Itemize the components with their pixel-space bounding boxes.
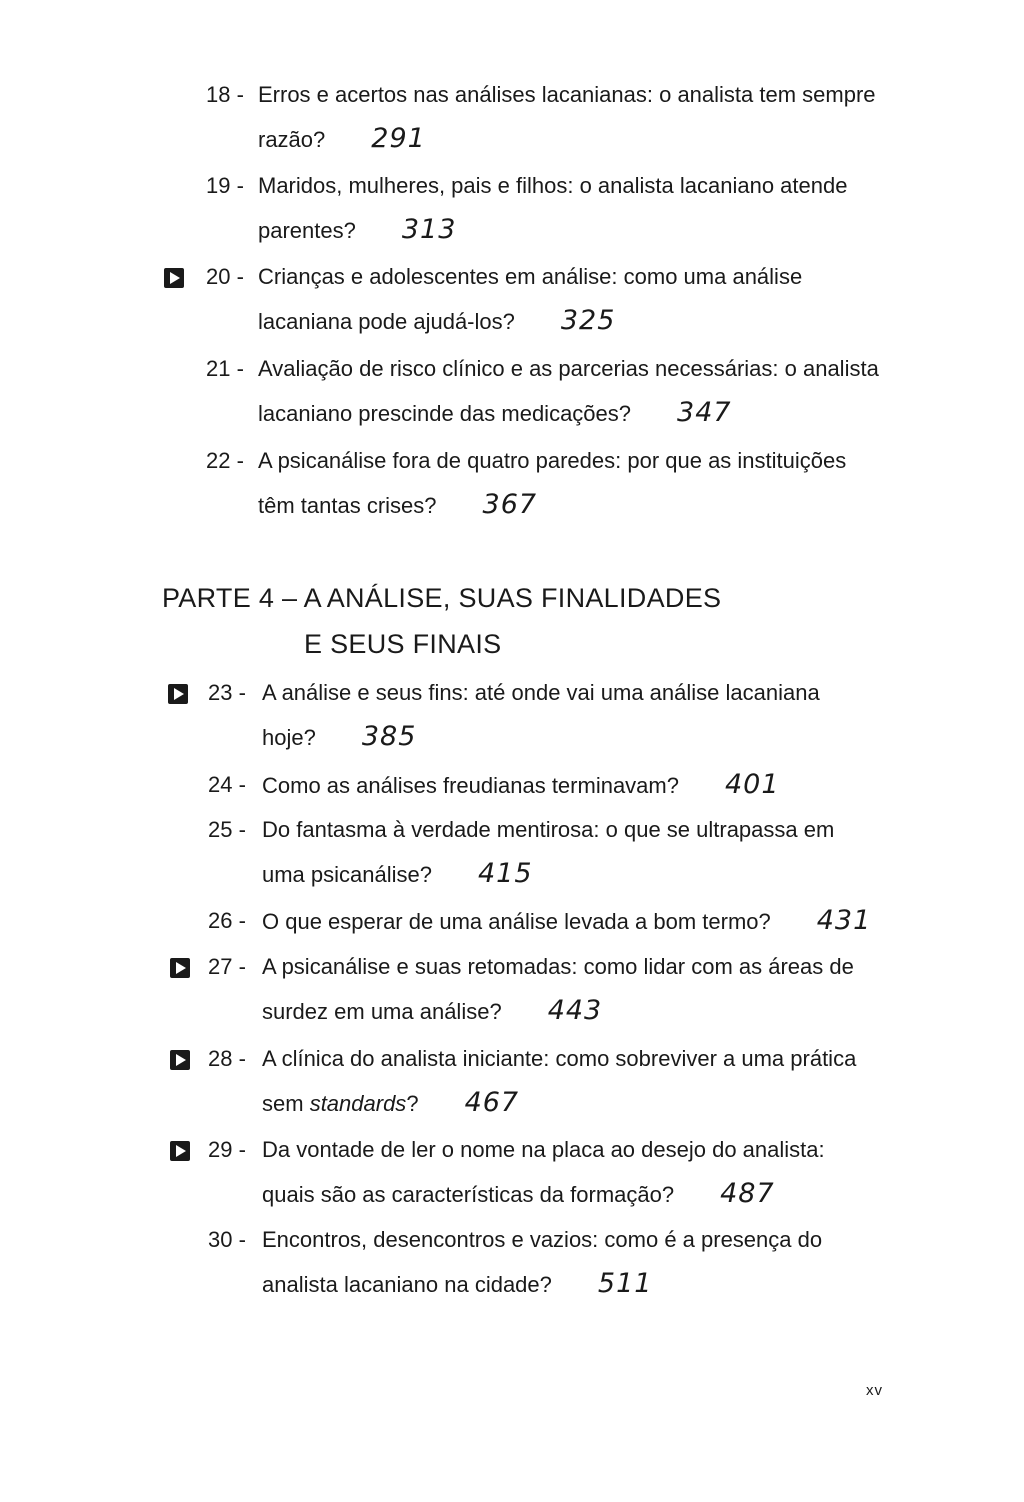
entry-title: Maridos, mulheres, pais e filhos: o analista lacaniano atende: [258, 173, 848, 198]
entry-page-number: 415: [477, 858, 533, 889]
entry-title: Do fantasma à verdade mentirosa: o que se ultrapassa em: [262, 817, 835, 842]
entry-title-continued: [258, 397, 732, 428]
entry-title-end: analista lacaniano na cidade?: [262, 1272, 552, 1297]
entry-title: Da vontade de ler o nome na placa ao desejo do analista:: [262, 1137, 825, 1162]
entry-number: 24 -: [208, 772, 246, 797]
entry-number: 26 -: [208, 908, 246, 933]
entry-page-number: 313: [401, 214, 457, 245]
entry-title: A psicanálise e suas retomadas: como lidar com as áreas de: [262, 954, 854, 979]
entry-title: Crianças e adolescentes em análise: como uma análise: [258, 264, 803, 289]
entry-title-end: quais são as características da formação?: [262, 1182, 675, 1207]
entry-title-end-italic: standards: [309, 1091, 407, 1116]
entry-number: 19 -: [206, 173, 244, 198]
entry-page-number: 291: [371, 123, 426, 154]
page-number-roman: xv: [866, 1382, 883, 1399]
entry-title-end: hoje?: [262, 725, 316, 750]
entry-title: [262, 769, 780, 800]
entry-number: 23 -: [208, 680, 246, 705]
entry-page-number: 325: [560, 305, 616, 336]
entry-title-end-post: ?: [406, 1091, 419, 1116]
entry-number: 25 -: [208, 817, 246, 842]
entry-title-text: O que esperar de uma análise levada a bom termo?: [262, 909, 771, 934]
entry-title-continued: [262, 721, 417, 752]
entry-number: 21 -: [206, 356, 244, 381]
entry-title-continued: [262, 995, 603, 1026]
entry-title-end-pre: sem: [262, 1091, 310, 1116]
entry-page-number: 511: [597, 1268, 653, 1299]
entry-title: Erros e acertos nas análises lacanianas: o analista tem sempre: [258, 82, 876, 107]
entry-title: A clínica do analista iniciante: como sobreviver a uma prática: [262, 1046, 857, 1071]
video-play-icon[interactable]: [164, 268, 184, 288]
entry-title-end: têm tantas crises?: [258, 493, 437, 518]
entry-number: 18 -: [206, 82, 244, 107]
entry-page-number: 347: [677, 397, 732, 428]
entry-title-continued: [258, 489, 538, 520]
entry-title-continued: [262, 1268, 653, 1299]
entry-title: A psicanálise fora de quatro paredes: por que as instituições: [258, 448, 847, 473]
entry-title-end: lacaniano prescinde das medicações?: [258, 401, 632, 426]
entry-title-continued: [258, 123, 426, 154]
entry-title: Encontros, desencontros e vazios: como é a presença do: [262, 1227, 823, 1252]
entry-title: A análise e seus fins: até onde vai uma análise lacaniana: [262, 680, 820, 705]
entry-number: 22 -: [206, 448, 244, 473]
entry-title-continued: [262, 1178, 775, 1209]
entry-title-end: surdez em uma análise?: [262, 999, 502, 1024]
entry-number: 30 -: [208, 1227, 246, 1252]
entry-title: [262, 905, 872, 936]
entry-page-number: 367: [482, 489, 538, 520]
entry-page-number: 385: [361, 721, 417, 752]
video-play-icon[interactable]: [170, 1050, 190, 1070]
entry-title-continued: [262, 858, 533, 889]
entry-page-number: 467: [464, 1087, 520, 1118]
entry-title-text: Como as análises freudianas terminavam?: [262, 773, 679, 798]
entry-title: Avaliação de risco clínico e as parcerias necessárias: o analista: [258, 356, 879, 381]
entry-title-continued: [258, 305, 616, 336]
entry-page-number: 443: [547, 995, 603, 1026]
entry-page-number: 431: [816, 905, 872, 936]
entry-page-number: 401: [724, 769, 780, 800]
entry-title-continued: [258, 214, 457, 245]
entry-number: 28 -: [208, 1046, 246, 1071]
video-play-icon[interactable]: [170, 1141, 190, 1161]
entry-number: 27 -: [208, 954, 246, 979]
entry-title-end: parentes?: [258, 218, 356, 243]
part-heading: PARTE 4 – A ANÁLISE, SUAS FINALIDADES: [162, 583, 722, 613]
part-heading-continued: E SEUS FINAIS: [304, 629, 502, 659]
entry-title-end: lacaniana pode ajudá-los?: [258, 309, 515, 334]
entry-number: 20 -: [206, 264, 244, 289]
entry-title-continued: [262, 1087, 520, 1118]
entry-title-end: razão?: [258, 127, 326, 152]
entry-number: 29 -: [208, 1137, 246, 1162]
video-play-icon[interactable]: [168, 684, 188, 704]
entry-page-number: 487: [720, 1178, 775, 1209]
video-play-icon[interactable]: [170, 958, 190, 978]
entry-title-end: uma psicanálise?: [262, 862, 432, 887]
